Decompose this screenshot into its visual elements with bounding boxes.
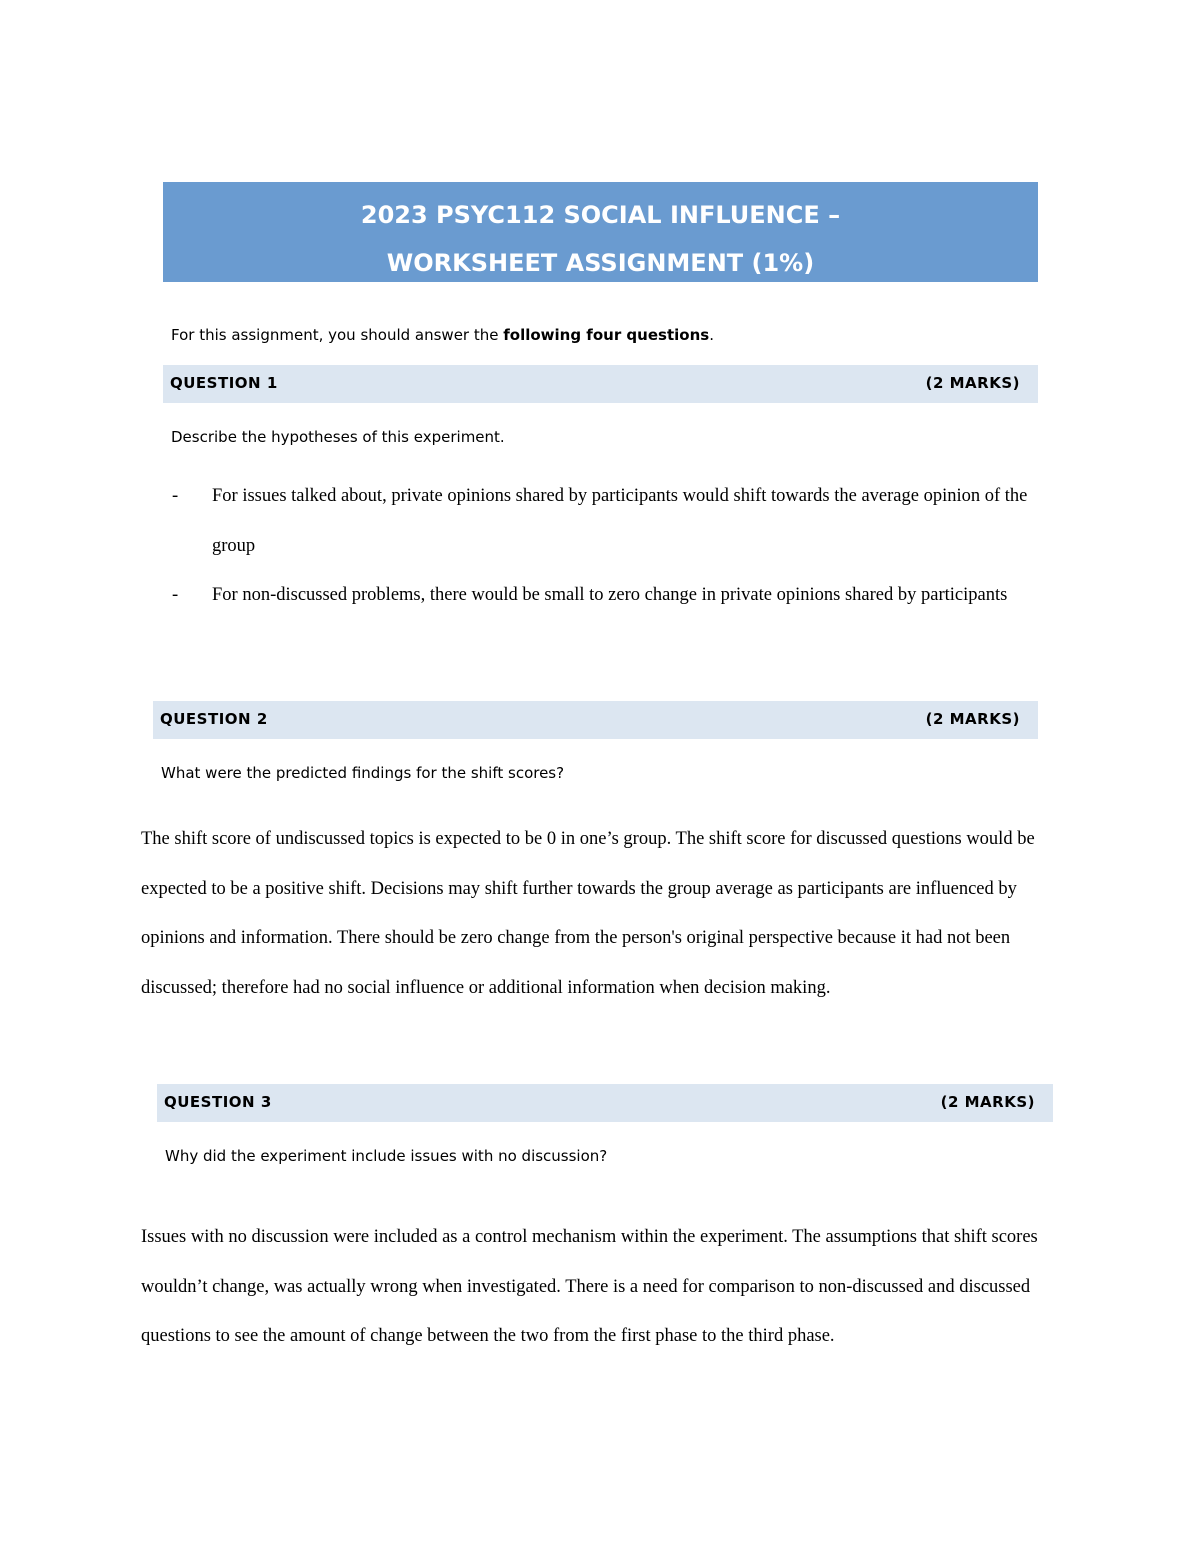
title-line-2: WORKSHEET ASSIGNMENT (1%) [386,249,815,277]
bullet-dash: - [172,585,179,605]
intro-bold: following four questions [503,326,710,344]
list-item [172,472,1052,571]
bullet-dash: - [172,486,179,506]
question-3-answer: Issues with no discussion were included as a control mechanism within the experiment. The assumptions that shift scores wouldn’t change, was actually wrong when investigated. There is a need for comparison to non-discussed and discussed questions to see the amount of change between the two from the first phase to the third phase. [141,1227,1038,1346]
bullet-text: For non-discussed problems, there would be small to zero change in private opinions shared by participants [212,585,1008,605]
question-2-header [153,701,1038,739]
question-2-answer: The shift score of undiscussed topics is expected to be 0 in one’s group. The shift score for discussed questions would be expected to be a positive shift. Decisions may shift further towards the group average as participants are influenced by opinions and information. There should be zero change from the person's original perspective because it had not been discussed; therefore had no social influence or additional information when decision making. [141,829,1035,998]
question-2-marks: (2 MARKS) [925,710,1020,728]
question-2-label: QUESTION 2 [160,710,268,728]
question-1-marks: (2 MARKS) [925,374,1020,392]
question-3-label: QUESTION 3 [164,1093,272,1111]
intro-suffix: . [709,326,714,344]
question-3-marks: (2 MARKS) [940,1093,1035,1111]
title-line-1: 2023 PSYC112 SOCIAL INFLUENCE – [360,201,841,229]
intro-prefix: For this assignment, you should answer the [171,326,504,344]
title-banner [163,182,1038,282]
intro-text [171,324,714,346]
bullet-text: For issues talked about, private opinions shared by participants would shift towards the average opinion of the group [212,486,1028,556]
question-1-answer-list [172,472,1052,621]
question-3-header [157,1084,1053,1122]
question-1-label: QUESTION 1 [170,374,278,392]
question-1-header [163,365,1038,403]
list-item [172,571,1052,621]
question-1-prompt: Describe the hypotheses of this experiment. [171,428,505,446]
question-2-prompt: What were the predicted findings for the shift scores? [161,764,565,782]
question-3-prompt: Why did the experiment include issues with no discussion? [165,1147,608,1165]
